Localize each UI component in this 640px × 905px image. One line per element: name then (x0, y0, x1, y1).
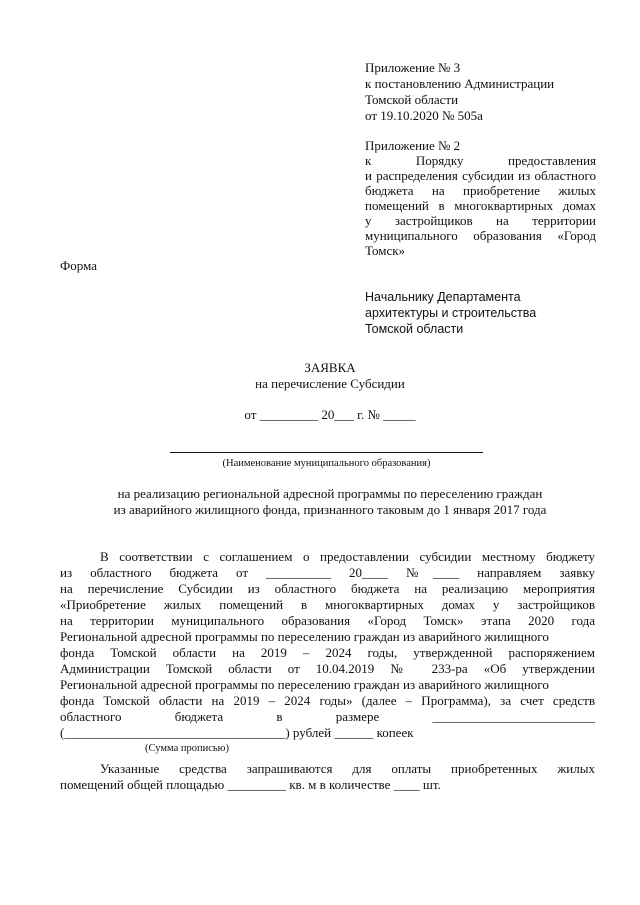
body-line: из областного бюджета от __________ 20____ №____ направляем заявку (60, 565, 595, 580)
appendix-2-line: к Порядку предоставления (365, 153, 596, 168)
purpose-line: на реализацию региональной адресной программы по переселению граждан (117, 486, 543, 501)
amount-line: областного бюджета в размере _________________________ (60, 709, 595, 724)
body-line: на территории муниципального образования «Город Томск» этапа 2020 года (60, 613, 595, 628)
body-line: «Приобретение жилых помещений в многоквартирных домах у застройщиков (60, 597, 595, 612)
body-line: фонда Томской области на 2019 – 2024 годы, утвержденной распоряжением (60, 645, 595, 660)
municipality-field-line (170, 452, 483, 453)
addressee-line: Томской области (365, 322, 464, 336)
appendix-3-line: к постановлению Администрации (365, 76, 555, 91)
appendix-3-title: Приложение № 3 (365, 60, 461, 75)
municipality-caption: (Наименование муниципального образования) (222, 458, 431, 469)
purpose-line: из аварийного жилищного фонда, признанного таковым до 1 января 2017 года (113, 502, 547, 517)
body-line: В соответствии с соглашением о предоставлении субсидии местному бюджету (100, 549, 595, 564)
amount-caption: (Сумма прописью) (145, 743, 229, 754)
appendix-2-title: Приложение № 2 (365, 138, 461, 153)
date-number-line: от _________ 20___ г. № _____ (244, 407, 416, 422)
body-line: фонда Томской области на 2019 – 2024 годы» (далее – Программа), за счет средств (60, 693, 595, 708)
body-line: Региональной адресной программы по переселению граждан из аварийного жилищного (60, 677, 549, 692)
closing-line: помещений общей площадью _________ кв. м в количестве ____ шт. (60, 777, 441, 792)
document-title: ЗАЯВКА (304, 360, 356, 375)
addressee-line: Начальнику Департамента (365, 290, 521, 304)
form-label: Форма (60, 258, 97, 273)
closing-line: Указанные средства запрашиваются для оплаты приобретенных жилых (100, 761, 595, 776)
body-line: Региональной адресной программы по переселению граждан из аварийного жилищного (60, 629, 549, 644)
appendix-2-line: и распределения субсидии из областного (365, 168, 596, 183)
appendix-3-line: Томской области (365, 92, 459, 107)
appendix-2-line: бюджета на приобретение жилых (365, 183, 596, 198)
body-line: на перечисление Субсидии из областного бюджета на реализацию мероприятия (60, 581, 595, 596)
appendix-2-line: помещений в многоквартирных домах (365, 198, 596, 213)
addressee-line: архитектуры и строительства (365, 306, 537, 320)
appendix-2-line: Томск» (365, 243, 406, 258)
document-subtitle: на перечисление Субсидии (255, 376, 405, 391)
appendix-3-date: от 19.10.2020 № 505а (365, 108, 483, 123)
body-line: Администрации Томской области от 10.04.2019 № 233-ра «Об утверждении (60, 661, 595, 676)
appendix-2-line: муниципального образования «Город (365, 228, 596, 243)
appendix-2-line: у застройщиков на территории (365, 213, 596, 228)
amount-words-line: (__________________________________) рублей ______ копеек (60, 725, 414, 740)
